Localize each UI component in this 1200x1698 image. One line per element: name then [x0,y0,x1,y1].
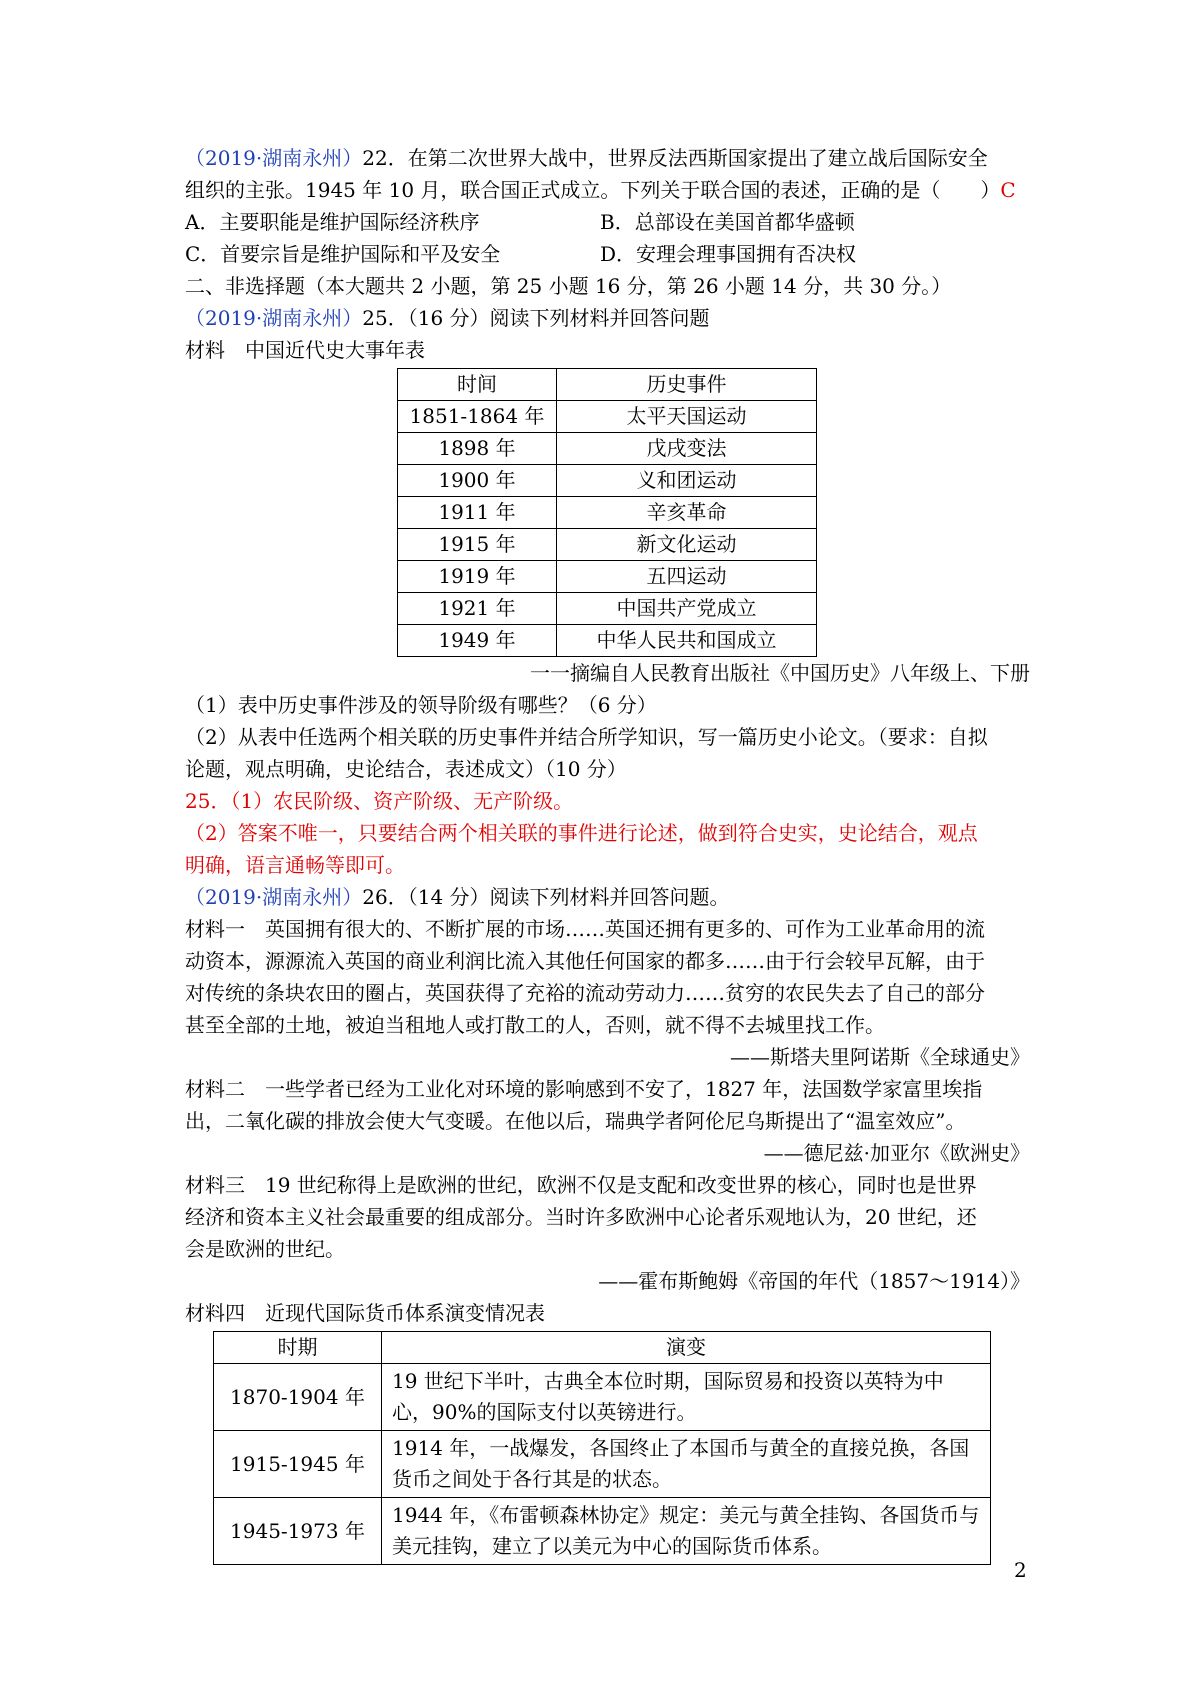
table-cell-time: 1919 年 [398,561,557,593]
table-cell-time: 1915 年 [398,529,557,561]
table-cell-event: 中国共产党成立 [557,593,817,625]
material-2-source: ——德尼兹·加亚尔《欧洲史》 [763,1141,1030,1165]
table-cell-period: 1915-1945 年 [214,1431,382,1498]
q26-stem-text: 26．（14 分）阅读下列材料并回答问题。 [362,885,730,909]
q25-material-title: 材料 中国近代史大事年表 [185,338,425,362]
table-cell-time: 1911 年 [398,497,557,529]
table-cell-event: 戊戌变法 [557,433,817,465]
table-cell-event: 新文化运动 [557,529,817,561]
table-header-evolution: 演变 [382,1332,991,1364]
material-1-source: ——斯塔夫里阿诺斯《全球通史》 [730,1045,1030,1069]
table-row [398,625,817,657]
q22-option-d: D．安理会理事国拥有否决权 [600,242,857,266]
material-1-line: 材料一 英国拥有很大的、不断扩展的市场……英国还拥有更多的、可作为工业革命用的流 [185,917,985,941]
q25-stem [185,302,1030,334]
material-1-line: 甚至全部的土地，被迫当租地人或打散工的人，否则，就不得不去城里找工作。 [185,1013,885,1037]
q26-source: （2019·湖南永州） [185,885,363,909]
page-number: 2 [1014,1558,1027,1582]
table-header-event: 历史事件 [557,369,817,401]
q22-option-c: C．首要宗旨是维护国际和平及安全 [185,242,501,266]
table-row [398,433,817,465]
material-2-line: 出，二氧化碳的排放会使大气变暖。在他以后，瑞典学者阿伦尼乌斯提出了“温室效应”。 [185,1109,966,1133]
material-2-line: 材料二 一些学者已经为工业化对环境的影响感到不安了，1827 年，法国数学家富里埃指 [185,1077,983,1101]
material-3-source: ——霍布斯鲍姆《帝国的年代（1857～1914）》 [598,1269,1030,1293]
table-header-time: 时间 [398,369,557,401]
table-cell-period: 1945-1973 年 [214,1498,382,1565]
q25-answer-2-line2: 明确，语言通畅等即可。 [185,853,405,877]
table-header-period: 时期 [214,1332,382,1364]
table-row [214,1364,991,1431]
q25-sub-question-2-line1: （2）从表中任选两个相关联的历史事件并结合所学知识，写一篇历史小论文。（要求：自拟 [185,725,988,749]
table-header-row [398,369,817,401]
q25-sub-question-1: （1）表中历史事件涉及的领导阶级有哪些？（6 分） [185,693,657,717]
monetary-system-table [213,1331,991,1565]
q25-citation: 一一摘编自人民教育出版社《中国历史》八年级上、下册 [530,661,1030,685]
table-row [398,593,817,625]
material-1-line: 对传统的条块农田的圈占，英国获得了充裕的流动劳动力……贫穷的农民失去了自己的部分 [185,981,985,1005]
table-cell-evolution: 1944 年，《布雷顿森林协定》规定：美元与黄全挂钩、各国货币与美元挂钩，建立了以美元为中心的国际货币体系。 [382,1498,991,1565]
table-cell-event: 中华人民共和国成立 [557,625,817,657]
q25-answer-2-line1: （2）答案不唯一，只要结合两个相关联的事件进行论述，做到符合史实，史论结合，观点 [185,821,978,845]
q22-options [185,206,1030,270]
q22-stem-text1: 22．在第二次世界大战中，世界反法西斯国家提出了建立战后国际安全 [362,146,988,170]
q22-stem-text2: 组织的主张。1945 年 10 月，联合国正式成立。下列关于联合国的表述，正确的是（ ） [185,178,1001,202]
q22-stem-line2 [185,174,1030,206]
q25-sub-question-2-line2: 论题，观点明确，史论结合，表述成文）（10 分） [185,757,627,781]
q22-source: （2019·湖南永州） [185,146,363,170]
table-row [398,561,817,593]
table-cell-time: 1949 年 [398,625,557,657]
q22-answer: C [1000,178,1016,202]
table-cell-evolution: 19 世纪下半叶，古典全本位时期，国际贸易和投资以英特为中心，90%的国际支付以英镑进行。 [382,1364,991,1431]
table-row [398,497,817,529]
material-3-line: 会是欧洲的世纪。 [185,1237,345,1261]
table-row [398,401,817,433]
chronology-table [397,368,817,657]
q25-stem-text: 25．（16 分）阅读下列材料并回答问题 [362,306,710,330]
material-4-title: 材料四 近现代国际货币体系演变情况表 [185,1301,545,1325]
q22-option-a: A．主要职能是维护国际经济秩序 [185,210,480,234]
q25-answer-1: 25．（1）农民阶级、资产阶级、无产阶级。 [185,789,574,813]
table-row [214,1498,991,1565]
table-cell-event: 辛亥革命 [557,497,817,529]
table-cell-time: 1921 年 [398,593,557,625]
q26-stem [185,881,1030,913]
table-header-row [214,1332,991,1364]
q22-option-b: B．总部设在美国首都华盛顿 [600,210,855,234]
material-3-line: 经济和资本主义社会最重要的组成部分。当时许多欧洲中心论者乐观地认为，20 世纪，还 [185,1205,977,1229]
table-cell-time: 1900 年 [398,465,557,497]
table-row [214,1431,991,1498]
material-1-line: 动资本，源源流入英国的商业利润比流入其他任何国家的都多……由于行会较早瓦解，由于 [185,949,985,973]
table-cell-time: 1898 年 [398,433,557,465]
table-cell-event: 太平天国运动 [557,401,817,433]
table-row [398,465,817,497]
section-2-heading: 二、非选择题（本大题共 2 小题，第 25 小题 16 分，第 26 小题 14 分，共 30 分。） [185,274,952,298]
table-cell-time: 1851-1864 年 [398,401,557,433]
page-content [185,142,1030,1565]
q22-stem-line1 [185,142,1030,174]
q25-source: （2019·湖南永州） [185,306,363,330]
table-cell-evolution: 1914 年，一战爆发，各国终止了本国币与黄全的直接兑换，各国货币之间处于各行其是的状态。 [382,1431,991,1498]
table-cell-event: 五四运动 [557,561,817,593]
table-row [398,529,817,561]
material-3-line: 材料三 19 世纪称得上是欧洲的世纪，欧洲不仅是支配和改变世界的核心，同时也是世界 [185,1173,977,1197]
table-cell-event: 义和团运动 [557,465,817,497]
table-cell-period: 1870-1904 年 [214,1364,382,1431]
